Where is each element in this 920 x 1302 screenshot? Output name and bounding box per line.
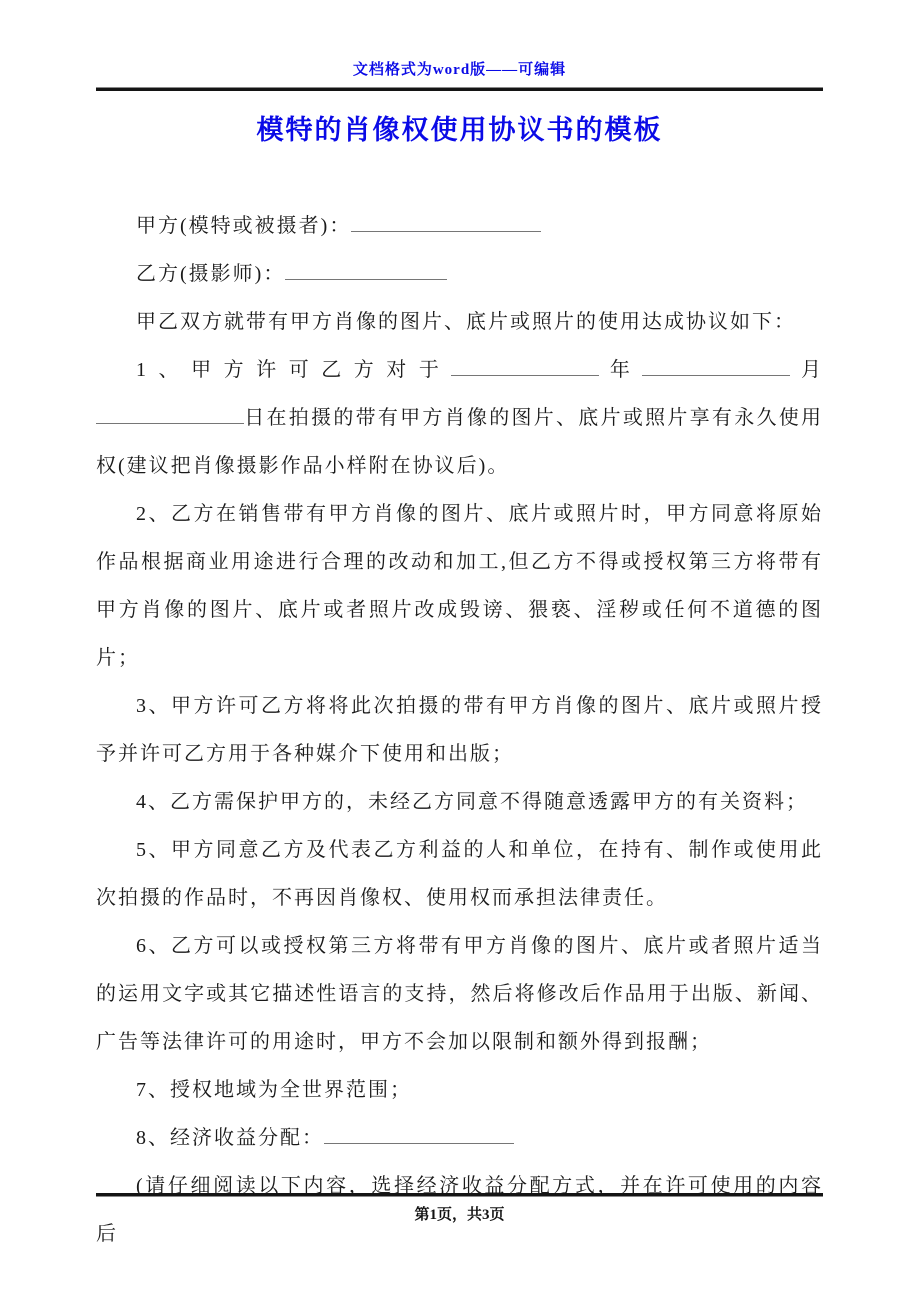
blank-field[interactable]: [285, 259, 447, 280]
header-notice: 文档格式为word版——可编辑: [352, 62, 567, 78]
party-a-line: [96, 202, 823, 250]
paragraph-text: 日在拍摄的带有甲方肖像的图片、底片或照片享有永久使用权(建议把肖像摄影作品小样附在协议后)。: [96, 407, 823, 477]
blank-field[interactable]: [451, 355, 599, 376]
paragraph-text: 7、授权地域为全世界范围；: [136, 1079, 412, 1101]
footer-rule: [96, 1193, 823, 1197]
clause-2: [96, 490, 823, 682]
clause-1: [96, 346, 823, 490]
clause-6: [96, 922, 823, 1066]
paragraph-text: 月: [790, 359, 824, 381]
blank-field[interactable]: [351, 211, 541, 232]
paragraph-text: 5、甲方同意乙方及代表乙方利益的人和单位，在持有、制作或使用此次拍摄的作品时，不再因肖像权、使用权而承担法律责任。: [96, 839, 823, 909]
clause-7: [96, 1066, 823, 1114]
paragraph-text: 年: [599, 359, 643, 381]
blank-field[interactable]: [324, 1123, 514, 1144]
paragraph-text: 4、乙方需保护甲方的，未经乙方同意不得随意透露甲方的有关资料；: [136, 791, 808, 813]
paragraph-text: 6、乙方可以或授权第三方将带有甲方肖像的图片、底片或者照片适当的运用文字或其它描述性语言的支持，然后将修改后作品用于出版、新闻、广告等法律许可的用途时，甲方不会加以限制和额外得到报酬；: [96, 935, 823, 1053]
paragraph-text: 2、乙方在销售带有甲方肖像的图片、底片或照片时，甲方同意将原始作品根据商业用途进行合理的改动和加工,但乙方不得或授权第三方将带有甲方肖像的图片、底片或者照片改成毁谤、猥亵、淫秽或任何不道德的图片；: [96, 503, 823, 669]
paragraph-text: 甲方(模特或被摄者)：: [136, 215, 352, 237]
clause-4: [96, 778, 823, 826]
page-number: 第1页，共3页: [414, 1207, 505, 1223]
clause-8: [96, 1114, 823, 1162]
clause-3: [96, 682, 823, 778]
header-rule: [96, 87, 823, 91]
paragraph-text: 3、甲方许可乙方将将此次拍摄的带有甲方肖像的图片、底片或照片授予并许可乙方用于各种媒介下使用和出版；: [96, 695, 823, 765]
paragraph-text: (请仔细阅读以下内容，选择经济收益分配方式，并在许可使用的内容后: [96, 1175, 823, 1245]
party-b-line: [96, 250, 823, 298]
document-body: [96, 202, 823, 1258]
paragraph-text: 1、甲方许可乙方对于: [136, 359, 452, 381]
blank-field[interactable]: [96, 403, 244, 424]
blank-field[interactable]: [642, 355, 790, 376]
page-title: 模特的肖像权使用协议书的模板: [256, 115, 663, 145]
paragraph-text: 8、经济收益分配：: [136, 1127, 324, 1149]
preamble: [96, 298, 823, 346]
paragraph-text: 甲乙双方就带有甲方肖像的图片、底片或照片的使用达成协议如下：: [136, 311, 796, 333]
paragraph-text: 乙方(摄影师)：: [136, 263, 286, 285]
clause-5: [96, 826, 823, 922]
